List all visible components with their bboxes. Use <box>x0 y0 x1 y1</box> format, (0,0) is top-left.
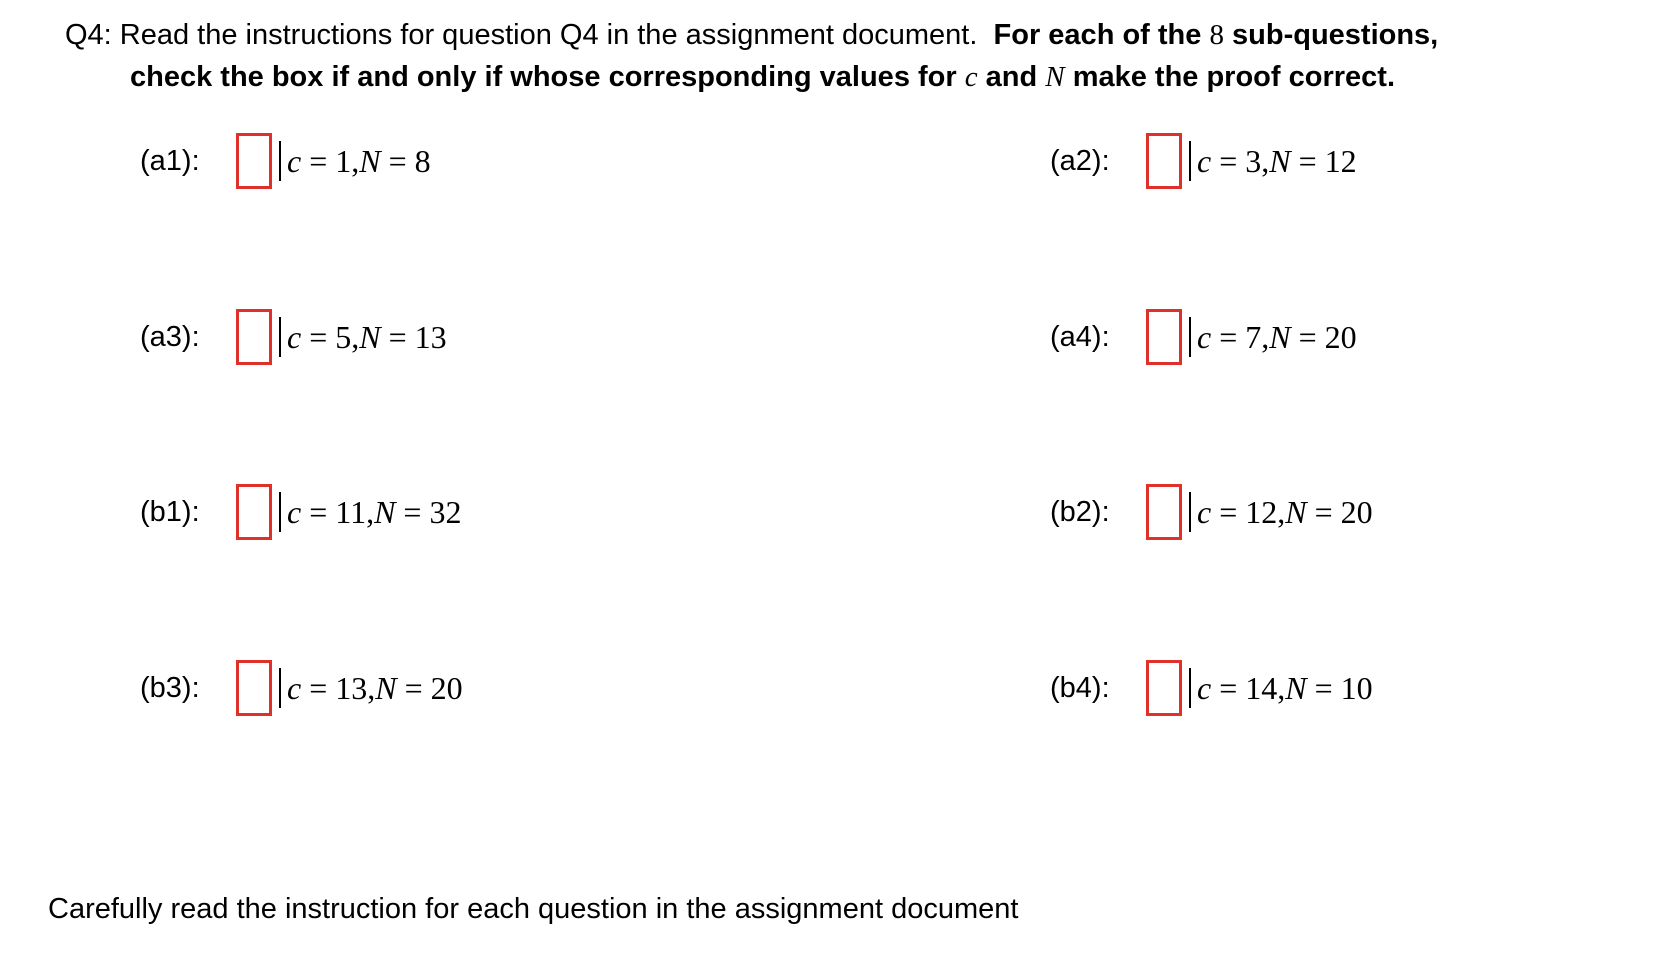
equals-sign: = <box>309 494 328 530</box>
item-label: (a1): <box>140 144 200 177</box>
var-c: c <box>1197 319 1212 355</box>
comma: , <box>1277 494 1286 530</box>
checkbox-b3[interactable] <box>236 660 272 716</box>
var-n: N <box>1269 319 1291 355</box>
n-value: 10 <box>1340 670 1373 706</box>
c-value: 1 <box>335 143 352 179</box>
c-value: 13 <box>335 670 368 706</box>
checkbox-a1[interactable] <box>236 133 272 189</box>
comma: , <box>351 143 360 179</box>
question-line2-end: make the proof correct. <box>1072 61 1396 93</box>
equals-sign: = <box>1298 319 1317 355</box>
n-value: 20 <box>430 670 463 706</box>
var-n: N <box>359 143 381 179</box>
item-formula <box>1189 317 1357 357</box>
sub-question-b2 <box>1050 480 1373 544</box>
equals-sign: = <box>1314 670 1333 706</box>
checkbox-b4[interactable] <box>1146 660 1182 716</box>
equals-sign: = <box>1219 319 1238 355</box>
checkbox-a4[interactable] <box>1146 309 1182 365</box>
comma: , <box>366 494 375 530</box>
sub-question-b3 <box>140 656 463 720</box>
item-formula <box>1189 492 1373 532</box>
item-formula <box>279 141 431 181</box>
item-label: (b2): <box>1050 495 1110 528</box>
checkbox-a2[interactable] <box>1146 133 1182 189</box>
item-formula <box>1189 668 1373 708</box>
equals-sign: = <box>388 143 407 179</box>
var-c: c <box>1197 143 1212 179</box>
question-emphasis-start: For each of the <box>993 19 1202 51</box>
equals-sign: = <box>309 319 328 355</box>
var-n: N <box>1285 670 1307 706</box>
comma: , <box>1261 143 1270 179</box>
n-value: 20 <box>1340 494 1373 530</box>
n-value: 32 <box>429 494 462 530</box>
c-value: 5 <box>335 319 352 355</box>
footer-note: Carefully read the instruction for each question in the assignment document <box>48 893 1019 925</box>
question-var-c: c <box>964 61 978 93</box>
question-line-1 <box>65 14 1625 56</box>
c-value: 14 <box>1245 670 1278 706</box>
var-n: N <box>374 494 396 530</box>
n-value: 13 <box>414 319 447 355</box>
var-c: c <box>287 670 302 706</box>
equals-sign: = <box>388 319 407 355</box>
var-n: N <box>1269 143 1291 179</box>
item-label: (a4): <box>1050 320 1110 353</box>
comma: , <box>351 319 360 355</box>
equals-sign: = <box>1219 143 1238 179</box>
var-n: N <box>359 319 381 355</box>
c-value: 7 <box>1245 319 1262 355</box>
c-value: 3 <box>1245 143 1262 179</box>
var-c: c <box>287 319 302 355</box>
equals-sign: = <box>1298 143 1317 179</box>
item-label: (b1): <box>140 495 200 528</box>
comma: , <box>1277 670 1286 706</box>
c-value: 12 <box>1245 494 1278 530</box>
sub-question-b1 <box>140 480 461 544</box>
var-n: N <box>1285 494 1307 530</box>
c-value: 11 <box>335 494 367 530</box>
equals-sign: = <box>1314 494 1333 530</box>
equals-sign: = <box>403 494 422 530</box>
item-label: (a3): <box>140 320 200 353</box>
equals-sign: = <box>309 670 328 706</box>
equals-sign: = <box>1219 670 1238 706</box>
checkbox-b1[interactable] <box>236 484 272 540</box>
comma: , <box>1261 319 1270 355</box>
n-value: 12 <box>1324 143 1357 179</box>
question-and: and <box>985 61 1038 93</box>
item-formula <box>279 492 461 532</box>
item-formula <box>279 317 447 357</box>
sub-question-a1 <box>140 129 431 193</box>
var-c: c <box>287 143 302 179</box>
n-value: 8 <box>414 143 431 179</box>
var-c: c <box>287 494 302 530</box>
comma: , <box>367 670 376 706</box>
checkbox-b2[interactable] <box>1146 484 1182 540</box>
question-text <box>65 14 1625 98</box>
item-label: (b3): <box>140 671 200 704</box>
item-formula <box>279 668 463 708</box>
item-formula <box>1189 141 1357 181</box>
var-c: c <box>1197 494 1212 530</box>
checkbox-a3[interactable] <box>236 309 272 365</box>
equals-sign: = <box>309 143 328 179</box>
question-var-n: N <box>1045 61 1065 93</box>
question-line2-start: check the box if and only if whose corresponding values for <box>130 61 957 93</box>
sub-question-b4 <box>1050 656 1373 720</box>
var-c: c <box>1197 670 1212 706</box>
equals-sign: = <box>404 670 423 706</box>
question-prefix: Q4: Read the instructions for question Q4 in the assignment document. <box>65 19 978 51</box>
sub-question-a4 <box>1050 305 1357 369</box>
question-count: 8 <box>1209 19 1224 51</box>
question-emphasis-end: sub-questions, <box>1232 19 1439 51</box>
sub-question-a2 <box>1050 129 1357 193</box>
item-label: (b4): <box>1050 671 1110 704</box>
n-value: 20 <box>1324 319 1357 355</box>
equals-sign: = <box>1219 494 1238 530</box>
sub-question-a3 <box>140 305 447 369</box>
item-label: (a2): <box>1050 144 1110 177</box>
var-n: N <box>375 670 397 706</box>
question-line-2 <box>65 56 1625 98</box>
